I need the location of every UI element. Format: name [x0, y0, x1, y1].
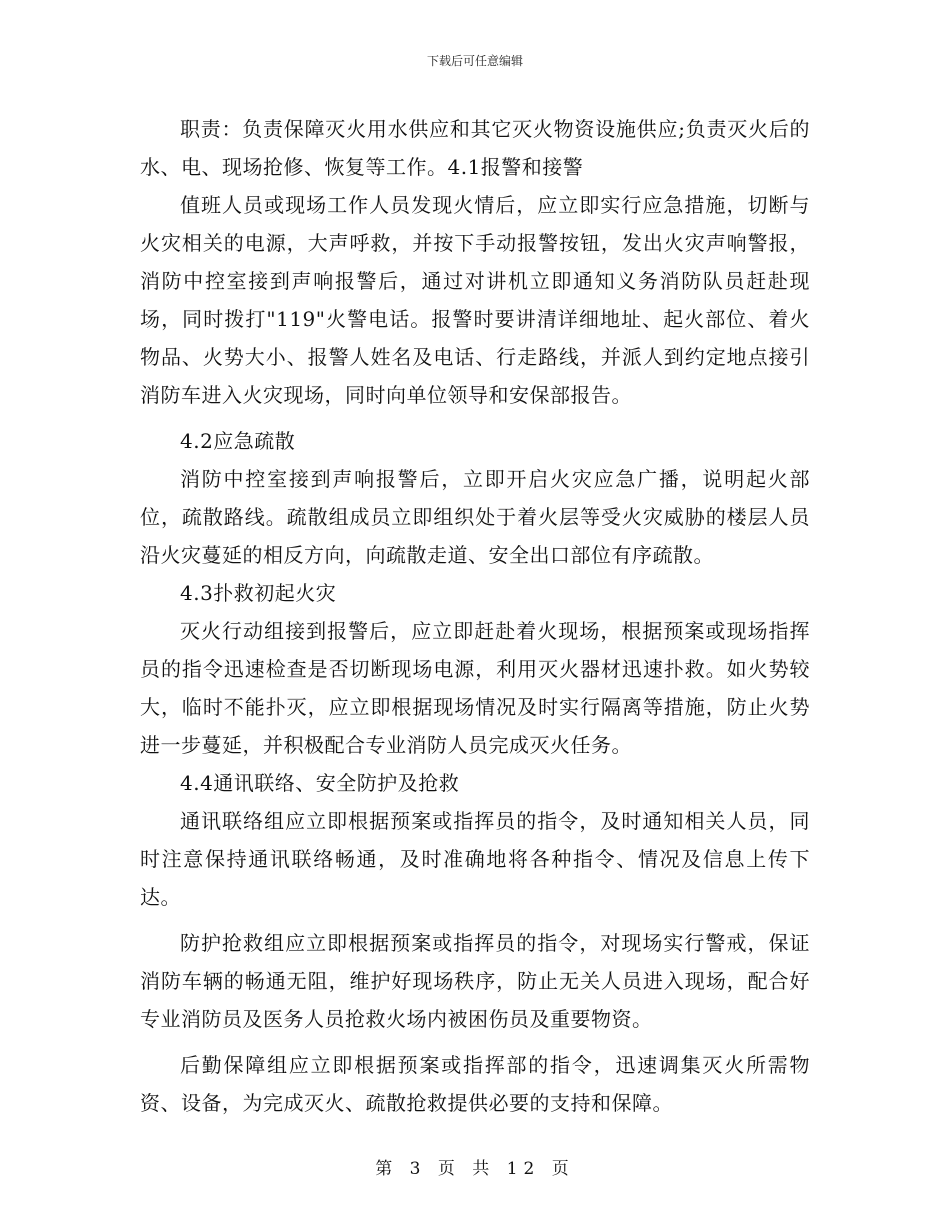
paragraph-logistics: 后勤保障组应立即根据预案或指挥部的指令，迅速调集灭火所需物资、设备，为完成灭火、疏散抢救提供必要的支持和保障。 [140, 1053, 810, 1115]
paragraph-alarm: 值班人员或现场工作人员发现火情后，应立即实行应急措施，切断与火灾相关的电源，大声呼救，并按下手动报警按钮，发出火灾声响警报，消防中控室接到声响报警后，通过对讲机立即通知义务消防队员赶赴现场，同时拨打"119"火警电话。报警时要讲清详细地址、起火部位、着火物品、火势大小、报警人姓名及电话、行走路线，并派人到约定地点接引消防车进入火灾现场，同时向单位领导和安保部报告。 [140, 193, 810, 407]
section-heading-4-4: 4.4通讯联络、安全防护及抢救 [180, 771, 460, 795]
paragraph-firefighting: 灭火行动组接到报警后，应立即赶赴着火现场，根据预案或现场指挥员的指令迅速检查是否切断现场电源，利用灭火器材迅速扑救。如火势较大，临时不能扑灭，应立即根据现场情况及时实行隔离等措施，防止火势进一步蔓延，并积极配合专业消防人员完成灭火任务。 [140, 619, 810, 757]
paragraph-duties: 职责：负责保障灭火用水供应和其它灭火物资设施供应;负责灭火后的水、电、现场抢修、恢复等工作。4.1报警和接警 [140, 117, 810, 179]
document-body [140, 110, 810, 1122]
paragraph-communication: 通讯联络组应立即根据预案或指挥员的指令，及时通知相关人员，同时注意保持通讯联络畅通，及时准确地将各种指令、情况及信息上传下达。 [140, 809, 810, 909]
paragraph-protection: 防护抢救组应立即根据预案或指挥员的指令，对现场实行警戒，保证消防车辆的畅通无阻，维护好现场秩序，防止无关人员进入现场，配合好专业消防员及医务人员抢救火场内被困伤员及重要物资。 [140, 931, 810, 1031]
page-header: 下载后可任意编辑 [426, 54, 523, 68]
paragraph-evacuation: 消防中控室接到声响报警后，立即开启火灾应急广播，说明起火部位，疏散路线。疏散组成员立即组织处于着火层等受火灾威胁的楼层人员沿火灾蔓延的相反方向，向疏散走道、安全出口部位有序疏散。 [140, 467, 810, 567]
page-footer: 第 3 页 共 12 页 [375, 1159, 575, 1179]
section-heading-4-3: 4.3扑救初起火灾 [180, 581, 337, 605]
section-heading-4-2: 4.2应急疏散 [180, 429, 296, 453]
